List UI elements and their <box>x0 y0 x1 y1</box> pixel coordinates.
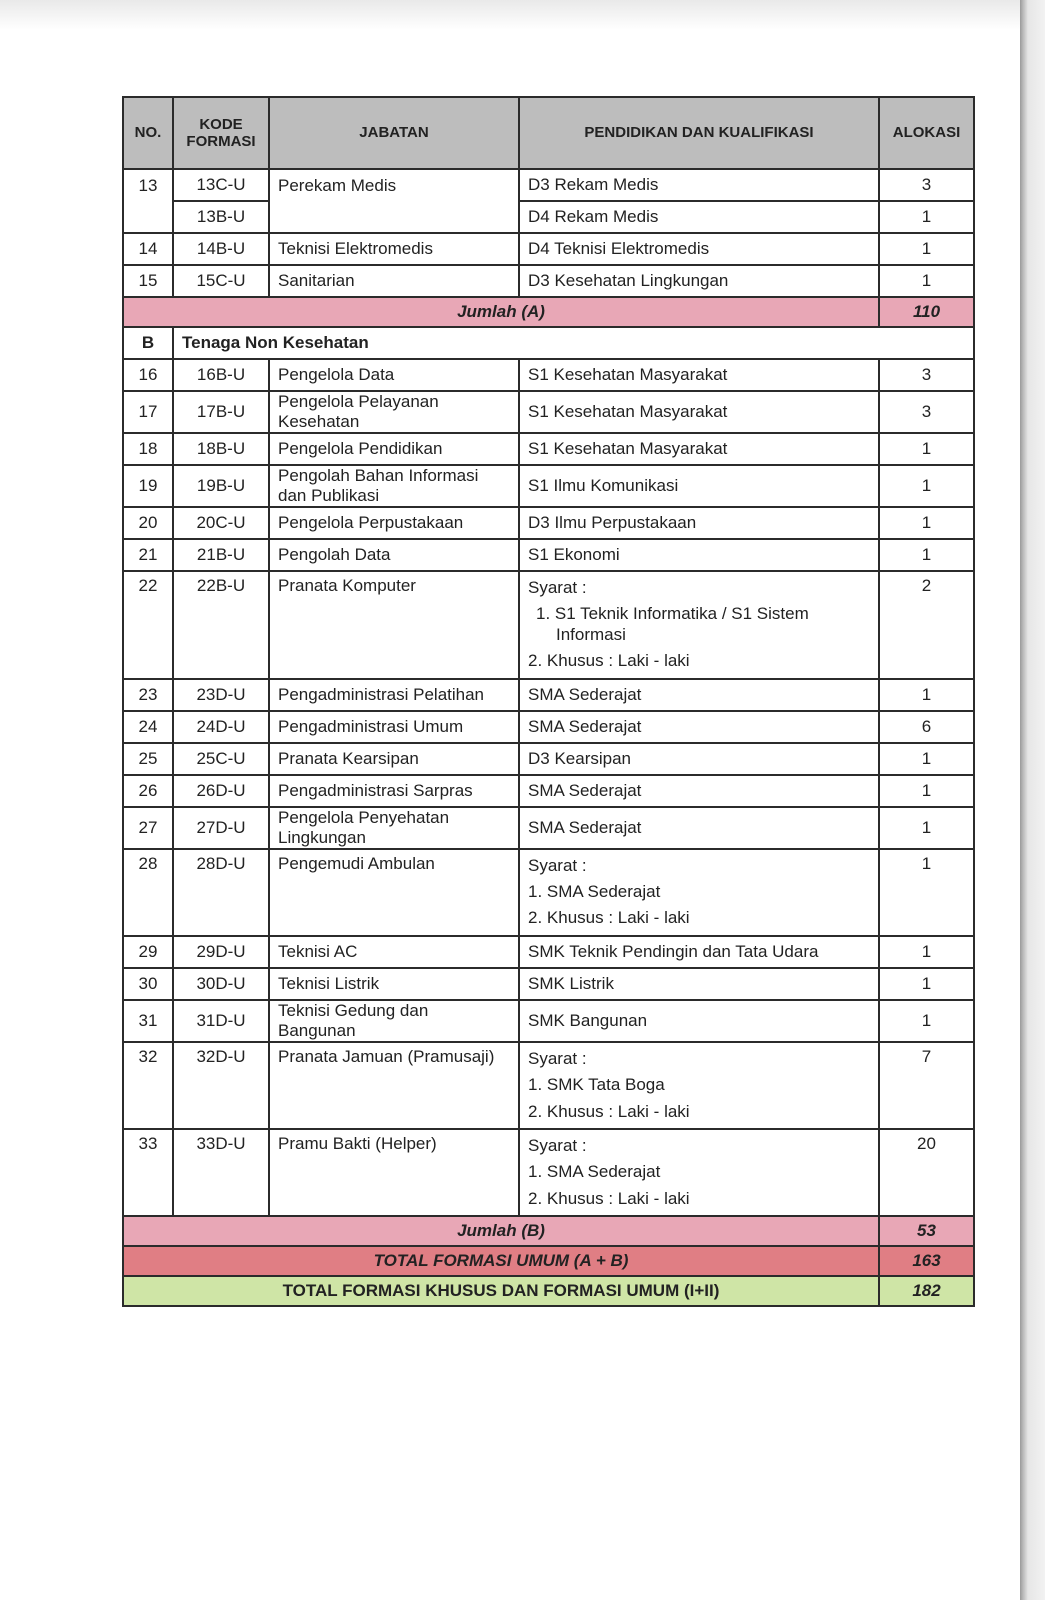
cell-kode: 30D-U <box>173 968 269 1000</box>
cell-kode: 14B-U <box>173 233 269 265</box>
table-row <box>123 169 974 201</box>
cell-jabatan: Pengadministrasi Sarpras <box>269 775 519 807</box>
cell-alokasi: 1 <box>879 743 974 775</box>
cell-no: 28 <box>123 849 173 936</box>
req-item: 2. Khusus : Laki - laki <box>528 908 690 928</box>
section-b-row <box>123 327 974 359</box>
cell-alokasi: 1 <box>879 465 974 507</box>
cell-jabatan: Teknisi Listrik <box>269 968 519 1000</box>
cell-kode: 24D-U <box>173 711 269 743</box>
jumlah-b-label: Jumlah (B) <box>123 1216 879 1246</box>
cell-alokasi: 1 <box>879 433 974 465</box>
cell-alokasi: 1 <box>879 1000 974 1042</box>
total-umum-label: TOTAL FORMASI UMUM (A + B) <box>123 1246 879 1276</box>
cell-no: 29 <box>123 936 173 968</box>
jumlah-a-value: 110 <box>879 297 974 327</box>
scan-page-edge <box>1020 0 1045 1600</box>
section-code: B <box>123 327 173 359</box>
cell-alokasi: 20 <box>879 1129 974 1216</box>
cell-pendidikan-requirements <box>519 1042 879 1129</box>
cell-alokasi: 2 <box>879 571 974 679</box>
table-row <box>123 936 974 968</box>
table-row <box>123 359 974 391</box>
cell-kode: 18B-U <box>173 433 269 465</box>
cell-no: 33 <box>123 1129 173 1216</box>
req-heading: Syarat : <box>528 1135 587 1155</box>
formasi-table <box>122 96 975 1307</box>
header-no: NO. <box>123 97 173 169</box>
table-row <box>123 539 974 571</box>
req-heading: Syarat : <box>528 1048 587 1068</box>
cell-pendidikan: D3 Rekam Medis <box>519 169 879 201</box>
table-row <box>123 433 974 465</box>
cell-pendidikan: S1 Kesehatan Masyarakat <box>519 391 879 433</box>
cell-kode: 26D-U <box>173 775 269 807</box>
table-row <box>123 265 974 297</box>
cell-no: 27 <box>123 807 173 849</box>
cell-jabatan: Sanitarian <box>269 265 519 297</box>
cell-kode: 17B-U <box>173 391 269 433</box>
cell-kode: 27D-U <box>173 807 269 849</box>
cell-no: 19 <box>123 465 173 507</box>
cell-pendidikan: S1 Kesehatan Masyarakat <box>519 359 879 391</box>
cell-kode: 31D-U <box>173 1000 269 1042</box>
cell-alokasi: 3 <box>879 169 974 201</box>
cell-jabatan: Pengolah Bahan Informasi dan Publikasi <box>269 465 519 507</box>
table-row <box>123 391 974 433</box>
cell-pendidikan: SMA Sederajat <box>519 807 879 849</box>
jumlah-b-value: 53 <box>879 1216 974 1246</box>
cell-pendidikan: D3 Kesehatan Lingkungan <box>519 265 879 297</box>
table-row <box>123 1042 974 1129</box>
cell-kode: 28D-U <box>173 849 269 936</box>
cell-no: 16 <box>123 359 173 391</box>
cell-no: 25 <box>123 743 173 775</box>
total-umum-value: 163 <box>879 1246 974 1276</box>
cell-alokasi: 3 <box>879 359 974 391</box>
cell-alokasi: 1 <box>879 679 974 711</box>
table-row <box>123 233 974 265</box>
cell-kode: 25C-U <box>173 743 269 775</box>
header-pendidikan: PENDIDIKAN DAN KUALIFIKASI <box>519 97 879 169</box>
cell-pendidikan-requirements <box>519 571 879 679</box>
cell-jabatan: Teknisi AC <box>269 936 519 968</box>
req-item: 2. Khusus : Laki - laki <box>528 651 690 671</box>
cell-alokasi: 7 <box>879 1042 974 1129</box>
cell-jabatan: Pengadministrasi Pelatihan <box>269 679 519 711</box>
table-row <box>123 711 974 743</box>
table-row <box>123 1129 974 1216</box>
req-item: 1. SMA Sederajat <box>528 881 661 901</box>
total-all-row <box>123 1276 974 1306</box>
cell-pendidikan-requirements <box>519 849 879 936</box>
cell-pendidikan: D3 Kearsipan <box>519 743 879 775</box>
cell-pendidikan: D4 Rekam Medis <box>519 201 879 233</box>
cell-no: 14 <box>123 233 173 265</box>
cell-no: 13 <box>123 169 173 201</box>
cell-kode: 23D-U <box>173 679 269 711</box>
cell-no: 32 <box>123 1042 173 1129</box>
cell-jabatan: Pramu Bakti (Helper) <box>269 1129 519 1216</box>
cell-jabatan: Teknisi Elektromedis <box>269 233 519 265</box>
cell-no: 30 <box>123 968 173 1000</box>
cell-jabatan: Pengemudi Ambulan <box>269 849 519 936</box>
cell-jabatan: Teknisi Gedung dan Bangunan <box>269 1000 519 1042</box>
jumlah-a-label: Jumlah (A) <box>123 297 879 327</box>
table-row <box>123 507 974 539</box>
cell-no: 21 <box>123 539 173 571</box>
table-row <box>123 743 974 775</box>
cell-no: 22 <box>123 571 173 679</box>
table-row <box>123 968 974 1000</box>
cell-pendidikan: D4 Teknisi Elektromedis <box>519 233 879 265</box>
total-all-label: TOTAL FORMASI KHUSUS DAN FORMASI UMUM (I+II) <box>123 1276 879 1306</box>
scan-top-shadow <box>0 0 1020 30</box>
cell-jabatan: Pengelola Perpustakaan <box>269 507 519 539</box>
cell-pendidikan: SMA Sederajat <box>519 711 879 743</box>
req-item: 2. Khusus : Laki - laki <box>528 1188 690 1208</box>
cell-kode: 13C-U <box>173 169 269 201</box>
cell-kode: 22B-U <box>173 571 269 679</box>
cell-jabatan: Pengelola Pendidikan <box>269 433 519 465</box>
cell-kode: 29D-U <box>173 936 269 968</box>
cell-jabatan: Pranata Kearsipan <box>269 743 519 775</box>
cell-kode: 33D-U <box>173 1129 269 1216</box>
cell-alokasi: 3 <box>879 391 974 433</box>
cell-alokasi: 1 <box>879 233 974 265</box>
cell-alokasi: 1 <box>879 849 974 936</box>
cell-pendidikan: S1 Ilmu Komunikasi <box>519 465 879 507</box>
cell-pendidikan: SMK Bangunan <box>519 1000 879 1042</box>
cell-kode: 19B-U <box>173 465 269 507</box>
cell-alokasi: 1 <box>879 201 974 233</box>
cell-no: 20 <box>123 507 173 539</box>
cell-pendidikan: SMK Listrik <box>519 968 879 1000</box>
jumlah-b-row <box>123 1216 974 1246</box>
table-row <box>123 201 974 233</box>
table-row <box>123 465 974 507</box>
section-title: Tenaga Non Kesehatan <box>173 327 974 359</box>
cell-jabatan: Perekam Medis <box>269 169 519 201</box>
cell-pendidikan: S1 Kesehatan Masyarakat <box>519 433 879 465</box>
cell-kode: 13B-U <box>173 201 269 233</box>
table-row <box>123 679 974 711</box>
cell-alokasi: 1 <box>879 936 974 968</box>
cell-alokasi: 1 <box>879 968 974 1000</box>
cell-jabatan: Pengadministrasi Umum <box>269 711 519 743</box>
cell-no: 24 <box>123 711 173 743</box>
table-row <box>123 807 974 849</box>
cell-kode: 32D-U <box>173 1042 269 1129</box>
req-item: 1. S1 Teknik Informatika / S1 Sistem Informasi <box>536 604 809 644</box>
cell-kode: 15C-U <box>173 265 269 297</box>
total-all-value: 182 <box>879 1276 974 1306</box>
table-row <box>123 571 974 679</box>
cell-jabatan: Pengelola Penyehatan Lingkungan <box>269 807 519 849</box>
cell-kode: 20C-U <box>173 507 269 539</box>
cell-pendidikan: D3 Ilmu Perpustakaan <box>519 507 879 539</box>
cell-jabatan: Pengelola Pelayanan Kesehatan <box>269 391 519 433</box>
cell-pendidikan: SMA Sederajat <box>519 679 879 711</box>
cell-pendidikan: SMA Sederajat <box>519 775 879 807</box>
cell-jabatan: Pengelola Data <box>269 359 519 391</box>
cell-jabatan: Pranata Jamuan (Pramusaji) <box>269 1042 519 1129</box>
cell-alokasi: 1 <box>879 775 974 807</box>
table-row <box>123 775 974 807</box>
req-item: 2. Khusus : Laki - laki <box>528 1101 690 1121</box>
header-kode: KODE FORMASI <box>173 97 269 169</box>
req-item: 1. SMA Sederajat <box>528 1162 661 1182</box>
req-heading: Syarat : <box>528 855 587 875</box>
table-header-row <box>123 97 974 169</box>
cell-no: 15 <box>123 265 173 297</box>
cell-jabatan <box>269 201 519 233</box>
cell-pendidikan: SMK Teknik Pendingin dan Tata Udara <box>519 936 879 968</box>
cell-alokasi: 1 <box>879 807 974 849</box>
cell-alokasi: 1 <box>879 265 974 297</box>
cell-no: 23 <box>123 679 173 711</box>
cell-alokasi: 6 <box>879 711 974 743</box>
cell-kode: 16B-U <box>173 359 269 391</box>
table-row <box>123 849 974 936</box>
cell-alokasi: 1 <box>879 507 974 539</box>
cell-alokasi: 1 <box>879 539 974 571</box>
cell-pendidikan: S1 Ekonomi <box>519 539 879 571</box>
cell-no <box>123 201 173 233</box>
req-item: 1. SMK Tata Boga <box>528 1075 665 1095</box>
cell-no: 18 <box>123 433 173 465</box>
cell-no: 26 <box>123 775 173 807</box>
cell-pendidikan-requirements <box>519 1129 879 1216</box>
table-row <box>123 1000 974 1042</box>
header-alokasi: ALOKASI <box>879 97 974 169</box>
total-umum-row <box>123 1246 974 1276</box>
cell-jabatan: Pengolah Data <box>269 539 519 571</box>
header-jabatan: JABATAN <box>269 97 519 169</box>
cell-kode: 21B-U <box>173 539 269 571</box>
cell-jabatan: Pranata Komputer <box>269 571 519 679</box>
cell-no: 31 <box>123 1000 173 1042</box>
cell-no: 17 <box>123 391 173 433</box>
req-heading: Syarat : <box>528 578 587 597</box>
jumlah-a-row <box>123 297 974 327</box>
